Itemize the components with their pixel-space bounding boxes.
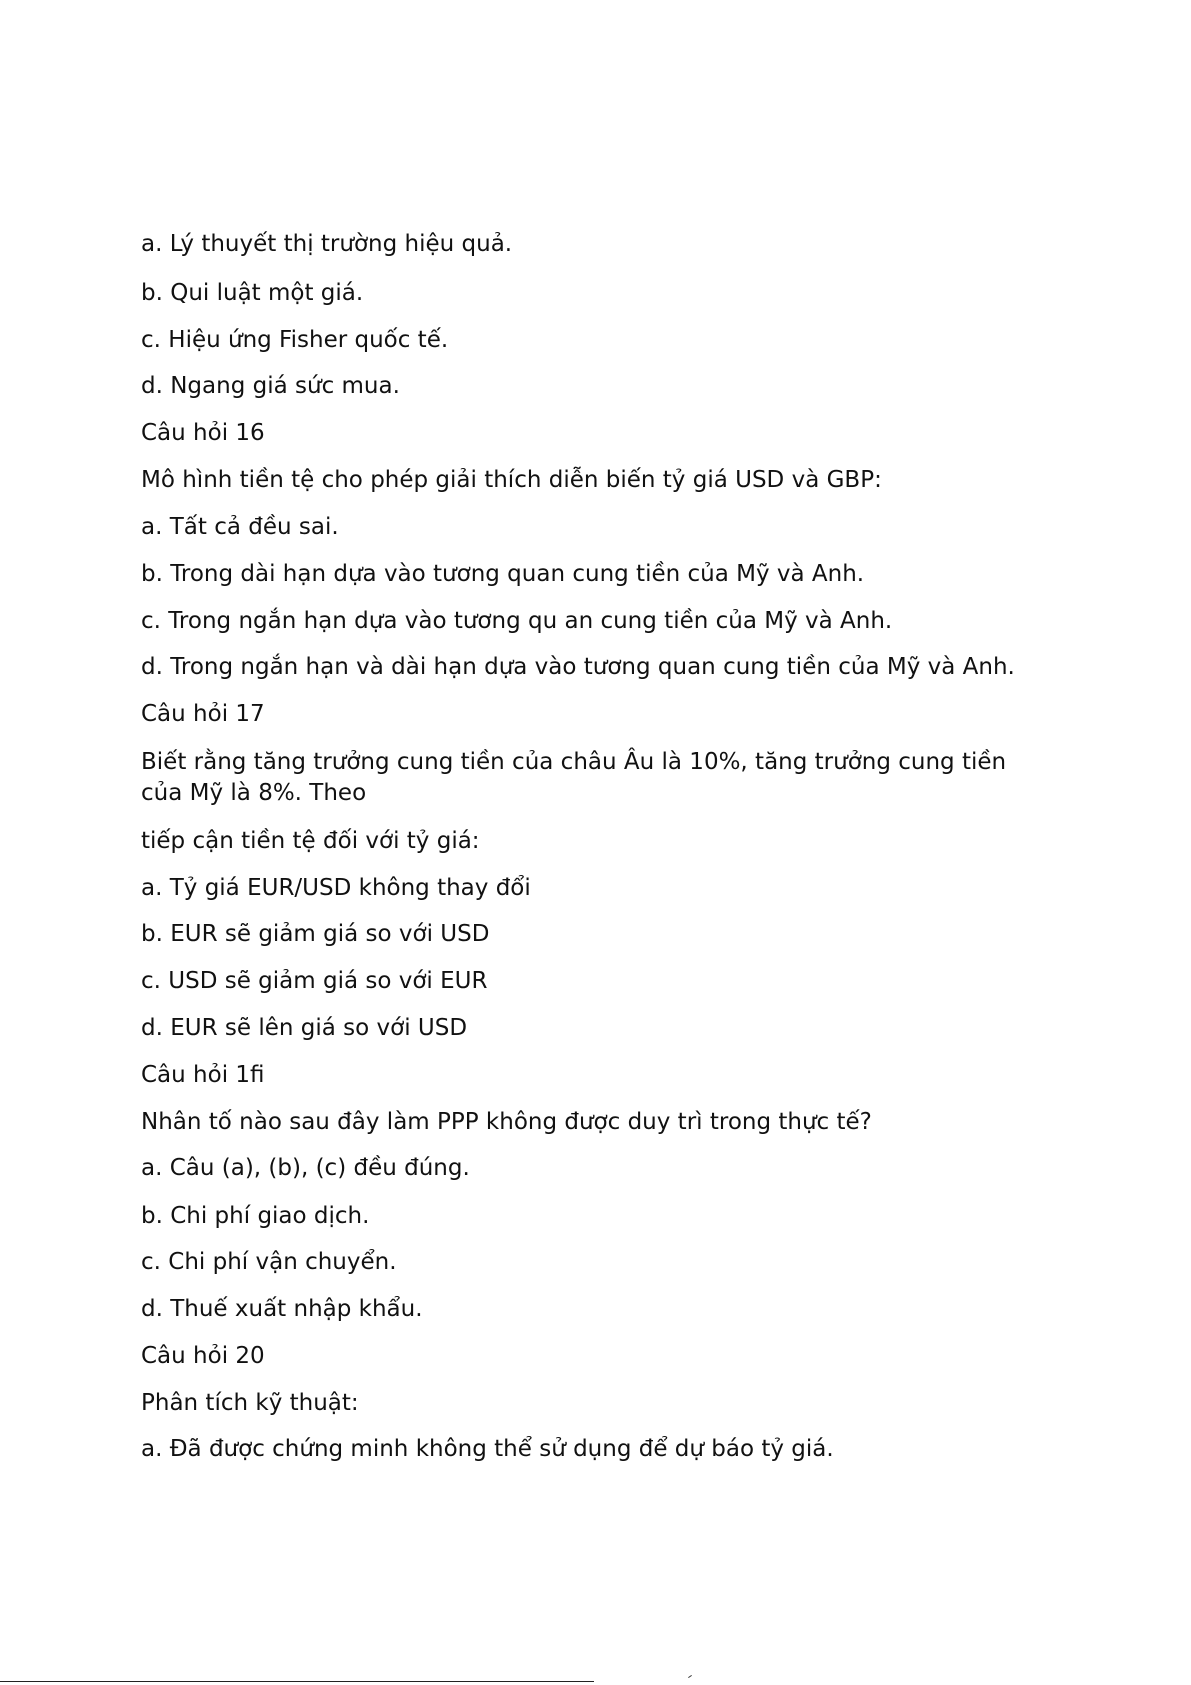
page-mark <box>688 1675 692 1678</box>
answer-option: b. Trong dài hạn dựa vào tương quan cung tiền của Mỹ và Anh. <box>141 561 865 587</box>
question-text-continued: tiếp cận tiền tệ đối với tỷ giá: <box>141 828 480 854</box>
question-text: Nhân tố nào sau đây làm PPP không được duy trì trong thực tế? <box>141 1109 872 1135</box>
answer-option: b. EUR sẽ giảm giá so với USD <box>141 921 490 947</box>
answer-option: d. EUR sẽ lên giá so với USD <box>141 1015 468 1041</box>
footnote-separator <box>0 1681 594 1682</box>
answer-option: d. Thuế xuất nhập khẩu. <box>141 1296 423 1322</box>
question-text: Biết rằng tăng trưởng cung tiền của châu Âu là 10%, tăng trưởng cung tiền của Mỹ là 8%. Theo <box>141 749 1007 806</box>
answer-option: a. Lý thuyết thị trường hiệu quả. <box>141 231 513 257</box>
answer-option: a. Tất cả đều sai. <box>141 514 339 540</box>
answer-option: c. Hiệu ứng Fisher quốc tế. <box>141 327 449 353</box>
answer-option: a. Câu (a), (b), (c) đều đúng. <box>141 1155 470 1181</box>
question-text: Mô hình tiền tệ cho phép giải thích diễn biến tỷ giá USD và GBP: <box>141 467 882 493</box>
question-heading: Câu hỏi 17 <box>141 701 265 727</box>
answer-option: d. Ngang giá sức mua. <box>141 373 400 399</box>
answer-option: c. Trong ngắn hạn dựa vào tương qu an cung tiền của Mỹ và Anh. <box>141 608 893 634</box>
answer-option: c. Chi phí vận chuyển. <box>141 1249 397 1275</box>
answer-option: a. Tỷ giá EUR/USD không thay đổi <box>141 875 531 901</box>
question-heading: Câu hỏi 16 <box>141 420 265 446</box>
answer-option: b. Chi phí giao dịch. <box>141 1203 370 1229</box>
question-text: Phân tích kỹ thuật: <box>141 1390 359 1416</box>
answer-option: b. Qui luật một giá. <box>141 280 364 306</box>
question-heading: Câu hỏi 1ﬁ <box>141 1062 265 1088</box>
answer-option: c. USD sẽ giảm giá so với EUR <box>141 968 488 994</box>
answer-option: d. Trong ngắn hạn và dài hạn dựa vào tương quan cung tiền của Mỹ và Anh. <box>141 654 1015 680</box>
question-heading: Câu hỏi 20 <box>141 1343 265 1369</box>
answer-option: a. Đã được chứng minh không thể sử dụng để dự báo tỷ giá. <box>141 1436 834 1462</box>
